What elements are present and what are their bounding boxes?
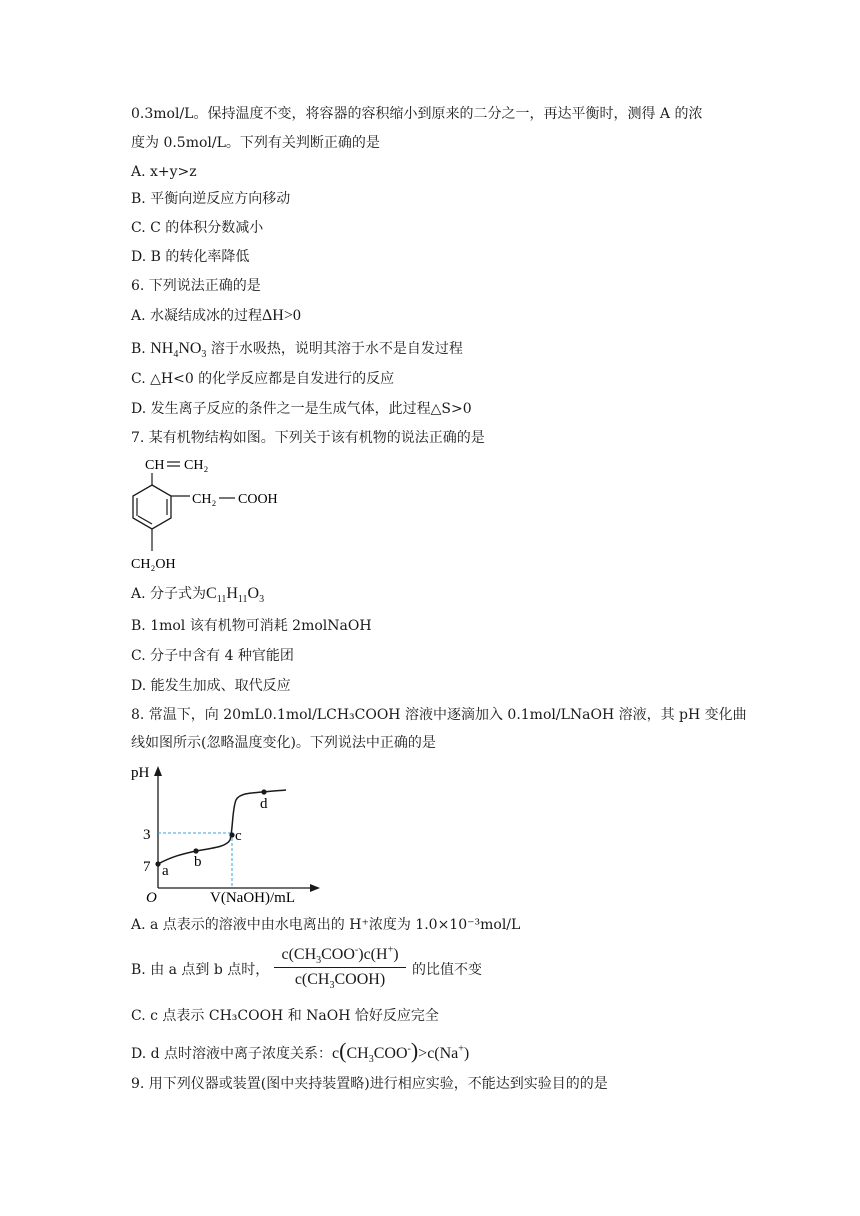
fraction-numerator: $c(CH_3COO^-)c(H^+)$	[281, 944, 399, 967]
q7-option-c: C. 分子中含有 4 种官能团	[131, 648, 294, 664]
q7-stem: 7. 某有机物结构如图。下列关于该有机物的说法正确的是	[131, 430, 485, 446]
structure-cooh: COOH	[238, 492, 278, 507]
q6-option-b	[131, 339, 463, 359]
point-c	[229, 832, 234, 837]
q7-option-a	[131, 584, 264, 604]
structure-bottom-ch2oh: CH₂OH	[131, 557, 176, 572]
chart-origin-label: O	[146, 890, 157, 905]
structure-top-ch: CH	[145, 458, 165, 473]
q8-option-b-prefix: B. 由 a 点到 b 点时，	[131, 962, 270, 978]
q8-option-b-fraction	[270, 944, 410, 991]
organic-structure-diagram	[128, 452, 288, 572]
q9-stem: 9. 用下列仪器或装置(图中夹持装置略)进行相应实验，不能达到实验目的的是	[131, 1076, 608, 1092]
point-c-label: c	[235, 828, 242, 844]
point-d-label: d	[260, 796, 268, 812]
chart-x-axis-label: V(NaOH)/mL	[210, 890, 295, 905]
structure-top-ch2: CH₂	[184, 458, 209, 473]
y-tick-3: 7	[143, 859, 151, 875]
q6-option-b-prefix: B.	[131, 341, 151, 357]
x-axis-arrow	[310, 884, 320, 892]
q7-option-d: D. 能发生加成、取代反应	[131, 678, 291, 694]
q6-option-a-text: A. 水凝结成冰的过程	[131, 308, 263, 324]
q8-stem-2: 线如图所示(忽略温度变化)。下列说法中正确的是	[131, 735, 436, 751]
q6-stem: 6. 下列说法正确的是	[131, 278, 261, 294]
point-a	[155, 861, 160, 866]
structure-side-ch2: CH₂	[192, 492, 217, 507]
q6-option-a-math: ΔH>0	[262, 307, 301, 324]
molecular-formula: $C_{11}H_{11}O_3$	[206, 585, 265, 606]
point-b-label: b	[194, 854, 202, 870]
q5-line-1: 0.3mol/L。保持温度不变，将容器的容积缩小到原来的二分之一，再达平衡时，测得 A 的浓	[131, 106, 703, 122]
q8-option-d-text: D. d 点时溶液中离子浓度关系：	[131, 1046, 333, 1062]
point-d	[261, 789, 266, 794]
q8-option-b-suffix: 的比值不变	[412, 962, 482, 978]
q8-option-c: C. c 点表示 CH₃COOH 和 NaOH 恰好反应完全	[131, 1008, 439, 1024]
q5-option-c: C. C 的体积分数减小	[131, 220, 264, 236]
y-tick-7: 3	[143, 827, 151, 843]
q6-option-d: D. 发生离子反应的条件之一是生成气体，此过程△S>0	[131, 401, 472, 417]
q8-stem-1: 8. 常温下，向 20mL0.1mol/LCH₃COOH 溶液中逐滴加入 0.1mol/LNaOH 溶液，其 pH 变化曲	[131, 707, 747, 723]
q8-option-a: A. a 点表示的溶液中由水电离出的 H⁺浓度为 1.0×10⁻³mol/L	[131, 917, 521, 933]
q6-option-b-text: 溶于水吸热，说明其溶于水不是自发过程	[210, 341, 463, 357]
fraction-denominator: $c(CH_3COOH)$	[294, 971, 386, 992]
fraction-bar	[274, 967, 406, 968]
q6-option-c: C. △H<0 的化学反应都是自发进行的反应	[131, 371, 395, 387]
chart-y-axis-label: pH	[131, 765, 150, 781]
q5-option-d: D. B 的转化率降低	[131, 249, 250, 265]
ion-concentration-relation: $c(CH_3COO^-)>c(Na^+)$	[332, 1038, 470, 1066]
point-a-label: a	[162, 863, 169, 879]
q7-option-b: B. 1mol 该有机物可消耗 2molNaOH	[131, 618, 372, 634]
q6-option-a	[131, 306, 301, 326]
q5-line-2: 度为 0.5mol/L。下列有关判断正确的是	[131, 135, 380, 151]
q7-option-a-text: A. 分子式为	[131, 586, 207, 602]
q5-option-b: B. 平衡向逆反应方向移动	[131, 191, 291, 207]
ph-titration-chart	[128, 760, 328, 905]
q8-option-d	[131, 1038, 470, 1066]
q5-option-a: A. x+y>z	[131, 164, 197, 180]
nh4no3-formula: $NH_4NO_3$	[150, 340, 207, 361]
y-axis-arrow	[154, 766, 162, 776]
point-b	[193, 848, 198, 853]
